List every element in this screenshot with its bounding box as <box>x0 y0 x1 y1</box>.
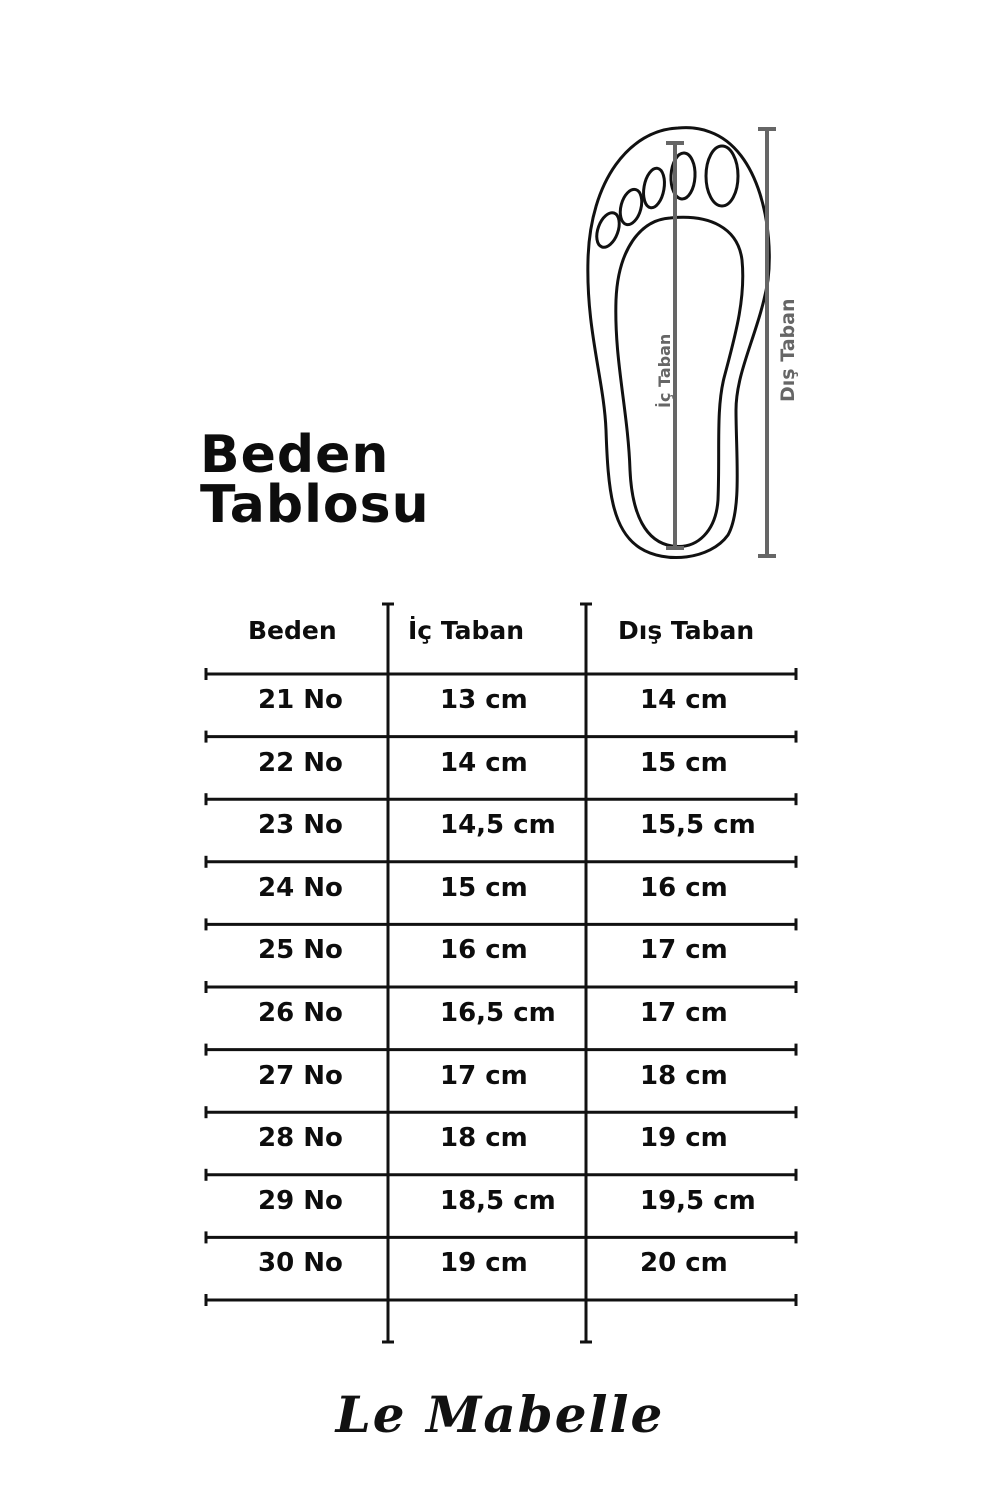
inner-sole-label: İç Taban <box>655 333 674 408</box>
page-title <box>200 425 430 535</box>
table-cell-size: 27 No <box>258 1060 343 1091</box>
outer-sole-label: Dış Taban <box>777 298 799 402</box>
table-cell-inner-sole: 14 cm <box>440 747 528 778</box>
table-cell-outer-sole: 17 cm <box>640 998 728 1028</box>
table-cell-inner-sole: 19 cm <box>440 1248 528 1279</box>
table-cell-size: 26 No <box>258 998 343 1028</box>
foot-measurement-diagram <box>560 110 820 580</box>
table-cell-size: 23 No <box>258 810 343 841</box>
table-cell-outer-sole: 19,5 cm <box>640 1185 756 1216</box>
table-cell-inner-sole: 13 cm <box>440 685 528 715</box>
table-cell-outer-sole: 15,5 cm <box>640 810 756 841</box>
title-line-2: Tablosu <box>200 475 430 535</box>
table-cell-size: 22 No <box>258 747 343 778</box>
table-cell-outer-sole: 18 cm <box>640 1060 728 1091</box>
size-table <box>200 598 800 1348</box>
table-cell-inner-sole: 15 cm <box>440 872 528 903</box>
table-cell-size: 25 No <box>258 935 343 966</box>
table-cell-size: 29 No <box>258 1185 343 1216</box>
column-header-outer-sole: Dış Taban <box>618 616 755 645</box>
table-cell-inner-sole: 17 cm <box>440 1060 528 1091</box>
table-cell-outer-sole: 15 cm <box>640 747 728 778</box>
table-cell-size: 21 No <box>258 685 343 715</box>
table-cell-size: 30 No <box>258 1248 343 1279</box>
table-cell-outer-sole: 20 cm <box>640 1248 728 1279</box>
table-cell-inner-sole: 18 cm <box>440 1123 528 1154</box>
table-cell-inner-sole: 16 cm <box>440 935 528 966</box>
table-cell-inner-sole: 14,5 cm <box>440 810 556 841</box>
table-cell-inner-sole: 18,5 cm <box>440 1185 556 1216</box>
column-header-inner-sole: İç Taban <box>408 616 525 645</box>
table-cell-size: 24 No <box>258 872 343 903</box>
table-cell-outer-sole: 16 cm <box>640 872 728 903</box>
table-cell-inner-sole: 16,5 cm <box>440 998 556 1028</box>
title-line-1: Beden <box>200 425 390 485</box>
table-cell-size: 28 No <box>258 1123 343 1154</box>
foot-outline-icon <box>560 110 820 580</box>
brand-logo: Le Mabelle <box>335 1385 665 1444</box>
table-cell-outer-sole: 17 cm <box>640 935 728 966</box>
table-cell-outer-sole: 19 cm <box>640 1123 728 1154</box>
table-cell-outer-sole: 14 cm <box>640 685 728 715</box>
column-header-size: Beden <box>248 616 337 645</box>
